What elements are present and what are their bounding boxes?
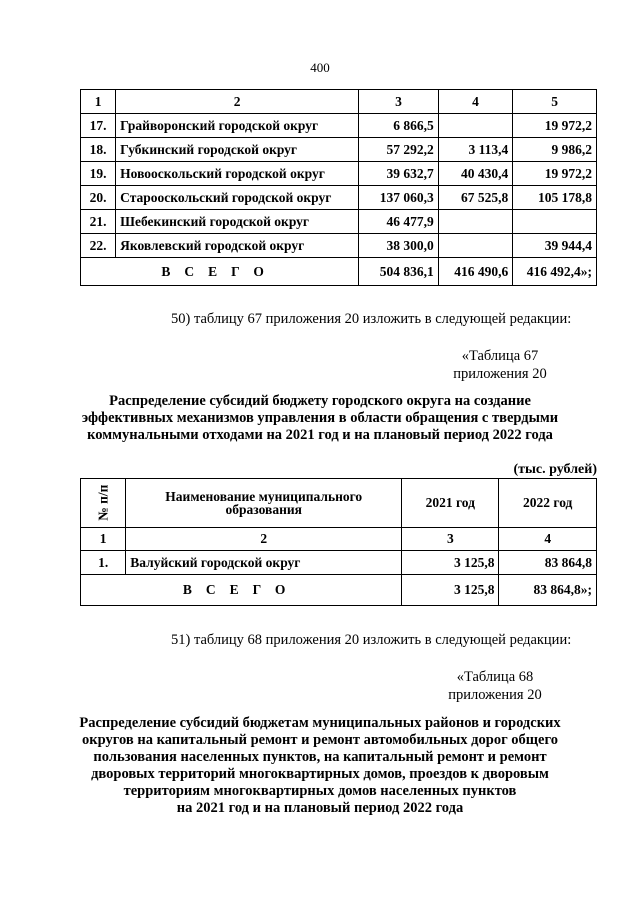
total-label: ВСЕГО: [81, 575, 402, 606]
value-cell: 46 477,9: [359, 210, 439, 234]
table-68-appendix: приложения 20: [448, 687, 542, 703]
total-value: 83 864,8»;: [499, 575, 597, 606]
paragraph-51: 51) таблицу 68 приложения 20 изложить в следующей редакции:: [171, 632, 572, 648]
table-row: [81, 551, 597, 575]
value-cell: 3 125,8: [402, 551, 499, 575]
row-number: 21.: [81, 210, 116, 234]
header-cell: 4: [438, 90, 512, 114]
header-cell: 2021 год: [402, 479, 499, 528]
distribution-table-continued: [80, 89, 597, 286]
table-row: [81, 234, 597, 258]
title-line: территориям многоквартирных домов населенных пунктов: [123, 783, 517, 799]
header-cell: 2022 год: [499, 479, 597, 528]
value-cell: 83 864,8: [499, 551, 597, 575]
row-number: 17.: [81, 114, 116, 138]
paragraph-50: 50) таблицу 67 приложения 20 изложить в следующей редакции:: [171, 311, 572, 327]
title-line: Распределение субсидий бюджетам муниципальных районов и городских: [79, 715, 561, 731]
table-row: [81, 138, 597, 162]
value-cell: 39 632,7: [359, 162, 439, 186]
table-row: [81, 210, 597, 234]
units-label: (тыс. рублей): [513, 462, 597, 477]
header-cell: 3: [359, 90, 439, 114]
table-67-appendix: приложения 20: [453, 366, 547, 382]
total-row: [81, 575, 597, 606]
table-68-reference: [425, 668, 565, 704]
table-row: [81, 186, 597, 210]
header-cell: 2: [116, 90, 359, 114]
value-cell: 6 866,5: [359, 114, 439, 138]
value-cell: 40 430,4: [438, 162, 512, 186]
row-number: 19.: [81, 162, 116, 186]
row-number: 18.: [81, 138, 116, 162]
table-68-label: «Таблица 68: [456, 669, 534, 685]
column-number: 3: [402, 528, 499, 551]
municipality-name: Старооскольский городской округ: [116, 186, 359, 210]
total-value: 3 125,8: [402, 575, 499, 606]
value-cell: 67 525,8: [438, 186, 512, 210]
value-cell: 19 972,2: [513, 162, 597, 186]
title-line: эффективных механизмов управления в области обращения с твердыми: [81, 410, 559, 426]
header-cell: [126, 479, 402, 528]
table-row: [81, 114, 597, 138]
municipality-name: Грайворонский городской округ: [116, 114, 359, 138]
total-value: 504 836,1: [359, 258, 439, 286]
municipality-name: Губкинский городской округ: [116, 138, 359, 162]
municipality-name: Валуйский городской округ: [126, 551, 402, 575]
value-cell: [438, 234, 512, 258]
value-cell: 57 292,2: [359, 138, 439, 162]
table-67-title: [60, 393, 580, 444]
municipality-name: Шебекинский городской округ: [116, 210, 359, 234]
value-cell: 105 178,8: [513, 186, 597, 210]
value-cell: 137 060,3: [359, 186, 439, 210]
municipality-name: Новооскольский городской округ: [116, 162, 359, 186]
title-line: коммунальными отходами на 2021 год и на плановый период 2022 года: [87, 427, 553, 443]
column-numbers-row: [81, 528, 597, 551]
header-cell: 1: [81, 90, 116, 114]
table-68-title: [50, 715, 590, 817]
value-cell: 9 986,2: [513, 138, 597, 162]
header-name-line: Наименование муниципального: [165, 488, 363, 504]
value-cell: 39 944,4: [513, 234, 597, 258]
total-value: 416 492,4»;: [513, 258, 597, 286]
table-row: [81, 162, 597, 186]
table-67: [80, 478, 597, 606]
title-line: пользования населенных пунктов, на капитальный ремонт и ремонт: [93, 749, 547, 765]
value-cell: [438, 114, 512, 138]
row-number: 22.: [81, 234, 116, 258]
municipality-name: Яковлевский городской округ: [116, 234, 359, 258]
table-67-label: «Таблица 67: [461, 348, 539, 364]
title-line: дворовых территорий многоквартирных домов, проездов к дворовым: [91, 766, 549, 782]
header-name-line: образования: [225, 502, 302, 517]
title-line: округов на капитальный ремонт и ремонт автомобильных дорог общего: [82, 732, 558, 748]
column-number: 2: [126, 528, 402, 551]
total-value: 416 490,6: [438, 258, 512, 286]
table-67-reference: [430, 347, 570, 383]
value-cell: 3 113,4: [438, 138, 512, 162]
value-cell: [438, 210, 512, 234]
title-line: на 2021 год и на плановый период 2022 года: [176, 800, 464, 816]
row-number: 1.: [81, 551, 126, 575]
title-line: Распределение субсидий бюджету городского округа на создание: [109, 393, 531, 409]
value-cell: [513, 210, 597, 234]
column-number: 1: [81, 528, 126, 551]
table-header-row: [81, 479, 597, 528]
row-number: 20.: [81, 186, 116, 210]
value-cell: 38 300,0: [359, 234, 439, 258]
column-number: 4: [499, 528, 597, 551]
page-number: 400: [310, 60, 330, 75]
total-label: ВСЕГО: [81, 258, 359, 286]
value-cell: 19 972,2: [513, 114, 597, 138]
header-cell: [81, 479, 126, 528]
table-header-row: [81, 90, 597, 114]
header-cell: 5: [513, 90, 597, 114]
header-number-col: № п/п: [95, 484, 111, 522]
total-row: [81, 258, 597, 286]
